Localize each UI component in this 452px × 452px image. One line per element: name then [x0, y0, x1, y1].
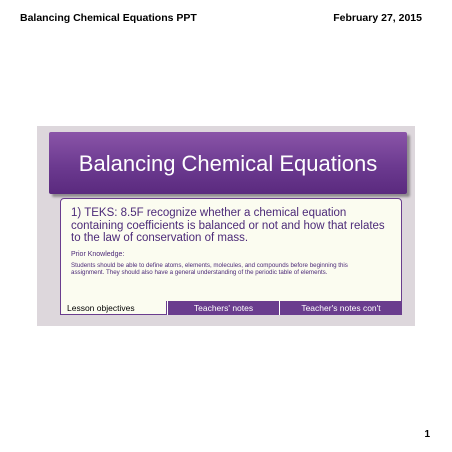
tab-teachers-notes[interactable]: Teachers' notes	[167, 301, 279, 315]
page-number: 1	[424, 429, 430, 440]
tab-lesson-objectives[interactable]: Lesson objectives	[60, 301, 167, 315]
prior-knowledge-label: Prior Knowledge:	[71, 250, 125, 258]
prior-knowledge-text: Students should be able to define atoms, elements, molecules, and compounds before beginning this assignment. They should also have a general understanding of the periodic table of elements.	[71, 261, 348, 276]
teks-objective: 1) TEKS: 8.5F recognize whether a chemical equation containing coefficients is balanced or not and how that relates to the law of conservation of mass.	[71, 207, 385, 244]
document-date: February 27, 2015	[333, 12, 422, 24]
slide	[37, 126, 415, 326]
document-title: Balancing Chemical Equations PPT	[20, 12, 197, 24]
slide-tabs	[60, 301, 402, 315]
slide-title: Balancing Chemical Equations	[78, 150, 378, 176]
content-panel	[60, 198, 402, 308]
slide-title-box	[49, 132, 407, 194]
tab-teachers-notes-cont[interactable]: Teacher's notes con't	[279, 301, 402, 315]
